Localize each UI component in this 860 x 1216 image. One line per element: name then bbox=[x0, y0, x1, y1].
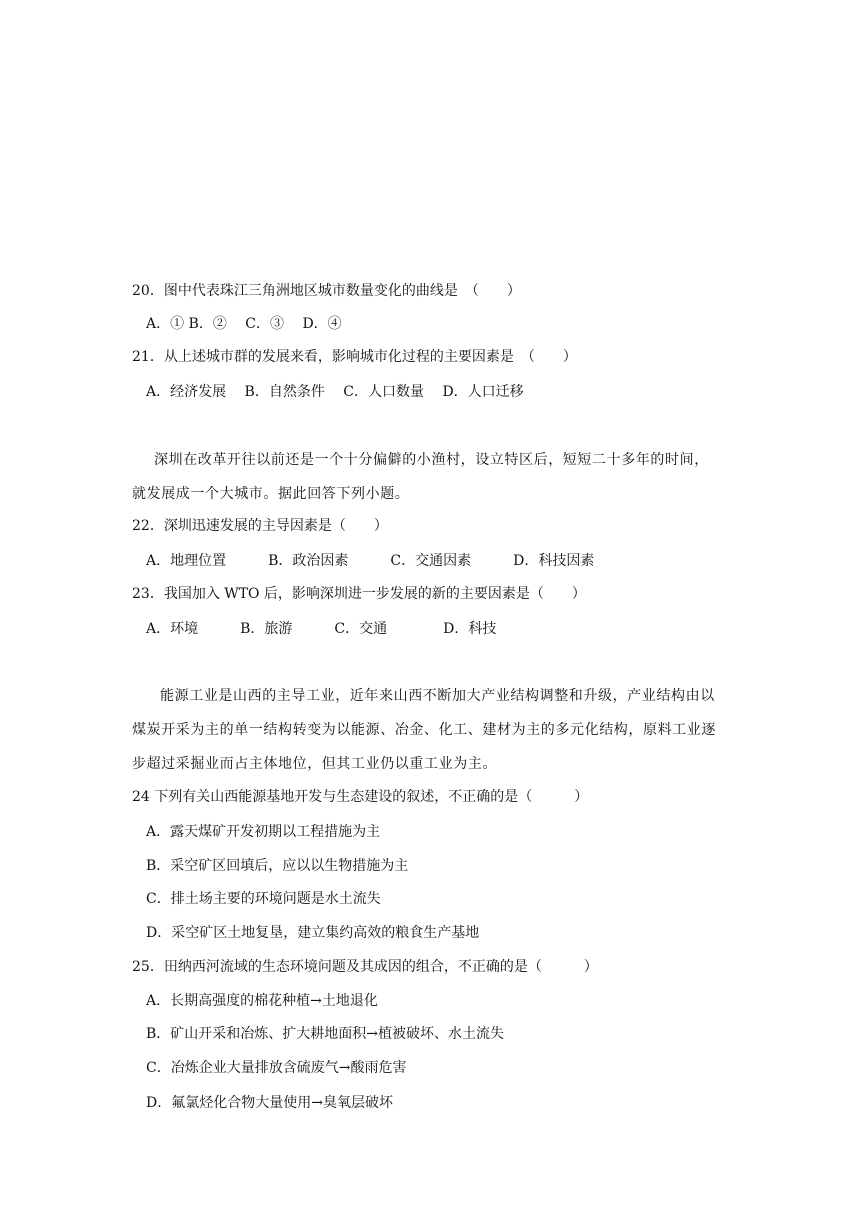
question-25-option-b: B．矿山开采和冶炼、扩大耕地面积→植被破坏、水土流失 bbox=[146, 1026, 505, 1042]
passage-shanxi-line-2: 煤炭开采为主的单一结构转变为以能源、冶金、化工、建材为主的多元化结构，原料工业逐 bbox=[132, 722, 716, 738]
question-20-stem: 20．图中代表珠江三角洲地区城市数量变化的曲线是 （ ） bbox=[132, 283, 521, 299]
question-24-option-b: B．采空矿区回填后，应以以生物措施为主 bbox=[146, 858, 409, 874]
question-22-options: A．地理位置 B．政治因素 C．交通因素 D．科技因素 bbox=[146, 553, 595, 569]
question-25-stem: 25．田纳西河流域的生态环境问题及其成因的组合，不正确的是（ ） bbox=[132, 959, 598, 975]
question-24-option-a: A．露天煤矿开发初期以工程措施为主 bbox=[146, 824, 381, 840]
question-24-option-d: D．采空矿区土地复垦，建立集约高效的粮食生产基地 bbox=[146, 925, 480, 941]
passage-shanxi-line-3: 步超过采掘业而占主体地位，但其工业仍以重工业为主。 bbox=[132, 756, 497, 772]
question-24-option-c: C．排土场主要的环境问题是水土流失 bbox=[146, 891, 381, 907]
passage-shanxi-line-1: 能源工业是山西的主导工业，近年来山西不断加大产业结构调整和升级，产业结构由以 bbox=[160, 688, 715, 704]
passage-shenzhen-line-2: 就发展成一个大城市。据此回答下列小题。 bbox=[132, 486, 410, 502]
question-24-stem: 24 下列有关山西能源基地开发与生态建设的叙述，不正确的是（ ） bbox=[132, 789, 589, 805]
question-25-option-c: C．冶炼企业大量排放含硫废气→酸雨危害 bbox=[146, 1060, 407, 1076]
question-21-stem: 21．从上述城市群的发展来看，影响城市化过程的主要因素是 （ ） bbox=[132, 349, 577, 365]
question-21-options: A．经济发展 B．自然条件 C．人口数量 D．人口迁移 bbox=[146, 384, 524, 400]
question-23-stem: 23．我国加入 WTO 后，影响深圳进一步发展的新的主要因素是（ ） bbox=[132, 586, 586, 602]
passage-shenzhen-line-1: 深圳在改革开往以前还是一个十分偏僻的小渔村，设立特区后，短短二十多年的时间， bbox=[154, 452, 709, 468]
question-23-options: A．环境 B．旅游 C．交通 D．科技 bbox=[146, 621, 497, 637]
question-20-options: A．① B．② C．③ D．④ bbox=[146, 316, 342, 332]
question-25-option-d: D．氟氯烃化合物大量使用→臭氧层破坏 bbox=[146, 1095, 393, 1111]
question-22-stem: 22．深圳迅速发展的主导因素是（ ） bbox=[132, 518, 388, 534]
question-25-option-a: A．长期高强度的棉花种植→土地退化 bbox=[146, 993, 378, 1009]
